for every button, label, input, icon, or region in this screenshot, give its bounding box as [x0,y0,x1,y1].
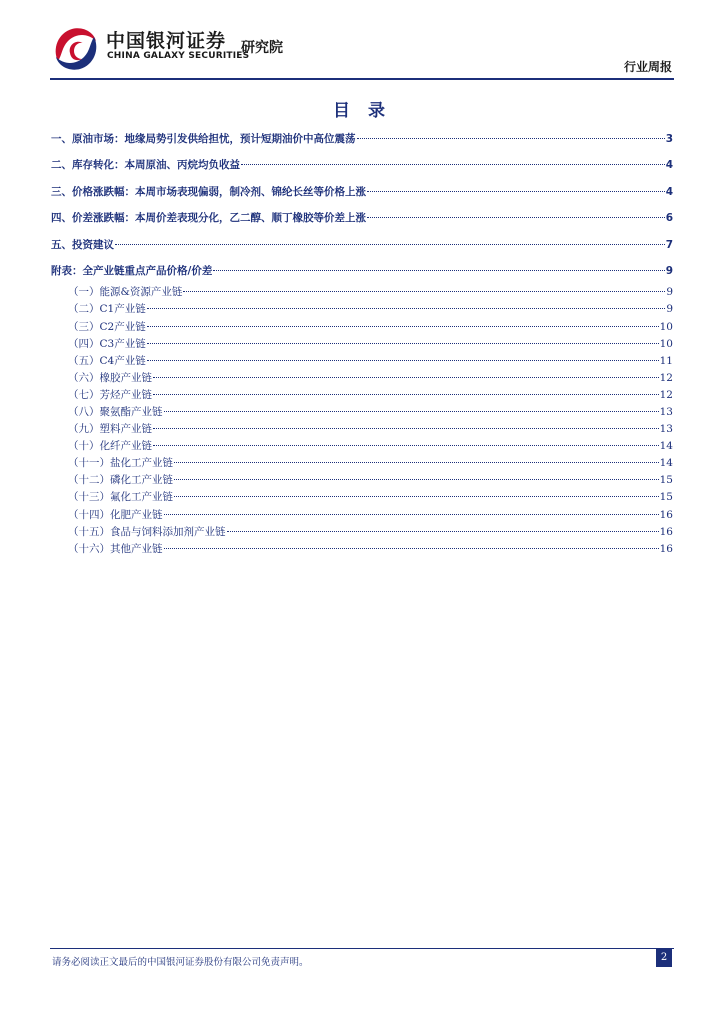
toc-leader-dots [183,291,665,292]
toc-entry-label: 五、投资建议 [51,238,114,251]
toc-leader-dots [213,270,664,271]
toc-title: 目 录 [333,101,391,121]
toc-entry[interactable] [51,126,673,152]
institute-name: 研究院 [241,40,283,56]
toc-entry-label: 二、库存转化：本周原油、丙烷均负收益 [51,159,240,172]
toc-entry-page: 10 [659,337,673,350]
toc-entry-label: （九）塑料产业链 [68,423,152,436]
toc-leader-dots [153,394,659,395]
toc-entry-label: （十）化纤产业链 [68,440,152,453]
toc-entry-page: 14 [659,457,673,470]
toc-entry-page: 6 [665,212,673,225]
toc-entry[interactable] [51,258,673,284]
toc-entry[interactable] [51,387,673,404]
page-header [0,0,724,80]
toc-entry-label: （三）C2产业链 [68,320,146,333]
toc-leader-dots [153,445,659,446]
toc-entry-page: 9 [666,303,673,316]
toc-entry[interactable] [51,489,673,506]
toc-entry[interactable] [51,524,673,541]
toc-leader-dots [174,496,659,497]
toc-leader-dots [164,411,659,412]
toc-entry[interactable] [51,507,673,524]
toc-entry[interactable] [51,205,673,231]
toc-entry-page: 12 [659,388,673,401]
toc-entry-label: （七）芳烃产业链 [68,388,152,401]
document-type: 行业周报 [623,60,672,74]
toc-entry[interactable] [51,404,673,421]
toc-entry[interactable] [51,319,673,336]
toc-entry-page: 13 [659,423,673,436]
toc-entry[interactable] [51,179,673,205]
toc-leader-dots [241,164,665,165]
toc-leader-dots [147,326,659,327]
toc-leader-dots [153,377,659,378]
toc-entry-page: 10 [659,320,673,333]
footer-divider [50,948,674,949]
toc-entry-page: 15 [659,474,673,487]
toc-entry-label: 四、价差涨跌幅：本周价差表现分化，乙二醇、顺丁橡胶等价差上涨 [51,212,366,225]
toc-entry-page: 16 [659,542,673,555]
toc-leader-dots [357,138,665,139]
disclaimer-text: 请务必阅读正文最后的中国银河证券股份有限公司免责声明。 [52,957,309,968]
toc-entry-page: 4 [665,159,673,172]
toc-entry-label: 一、原油市场：地缘局势引发供给担忧，预计短期油价中高位震荡 [51,133,356,145]
toc-leader-dots [174,462,659,463]
toc-entry-page: 9 [666,286,673,299]
toc-entry-page: 13 [659,406,673,418]
toc-entry-page: 7 [665,238,673,251]
toc-leader-dots [153,428,659,429]
toc-entry-label: （十四）化肥产业链 [68,508,163,521]
toc-entry-label: （二）C1产业链 [68,303,146,316]
toc-entry-label: （一）能源&资源产业链 [68,286,183,299]
toc-leader-dots [367,191,665,192]
toc-entry-label: （十五）食品与饲料添加剂产业链 [68,525,226,538]
toc-leader-dots [147,308,666,309]
toc-leader-dots [164,514,659,515]
toc-entry[interactable] [51,472,673,489]
table-of-contents [51,126,673,558]
toc-entry-label: （十六）其他产业链 [68,542,163,555]
toc-entry-label: （十二）磷化工产业链 [68,474,173,487]
galaxy-logo-icon [50,23,100,73]
toc-entry-label: 附表：全产业链重点产品价格/价差 [51,264,213,277]
toc-leader-dots [147,343,659,344]
toc-leader-dots [174,479,659,480]
toc-entry-label: （十三）氟化工产业链 [68,491,173,504]
toc-entry[interactable] [51,370,673,387]
toc-entry[interactable] [51,438,673,455]
company-name-cn: 中国银河证券 [106,30,227,52]
toc-entry[interactable] [51,421,673,438]
toc-entry-label: （五）C4产业链 [68,354,146,367]
toc-entry[interactable] [51,301,673,318]
company-name-en: CHINA GALAXY SECURITIES [107,51,250,61]
toc-entry-label: （八）聚氨酯产业链 [68,406,163,418]
header-divider [50,78,674,80]
toc-entry-page: 16 [659,508,673,521]
toc-entry-label: （十一）盐化工产业链 [68,457,173,470]
toc-entry-page: 15 [659,491,673,504]
toc-entry-page: 4 [665,185,673,198]
toc-entry-page: 9 [665,264,673,277]
toc-leader-dots [227,531,659,532]
toc-entry[interactable] [51,336,673,353]
toc-entry-page: 12 [659,371,673,384]
toc-entry[interactable] [51,284,673,301]
toc-entry-page: 14 [659,440,673,453]
toc-entry-page: 16 [659,525,673,538]
toc-entry[interactable] [51,353,673,370]
toc-leader-dots [115,244,665,245]
toc-entry[interactable] [51,152,673,178]
toc-entry-label: （四）C3产业链 [68,337,146,350]
toc-leader-dots [164,548,659,549]
toc-entry-label: 三、价格涨跌幅：本周市场表现偏弱，制冷剂、锦纶长丝等价格上涨 [51,185,366,198]
toc-entry-page: 11 [659,354,673,367]
toc-leader-dots [147,360,659,361]
toc-leader-dots [367,217,665,218]
toc-entry-label: （六）橡胶产业链 [68,371,152,384]
toc-entry[interactable] [51,541,673,558]
toc-entry[interactable] [51,232,673,258]
toc-entry[interactable] [51,455,673,472]
page-number-badge: 2 [656,949,672,967]
toc-entry-page: 3 [665,133,673,145]
